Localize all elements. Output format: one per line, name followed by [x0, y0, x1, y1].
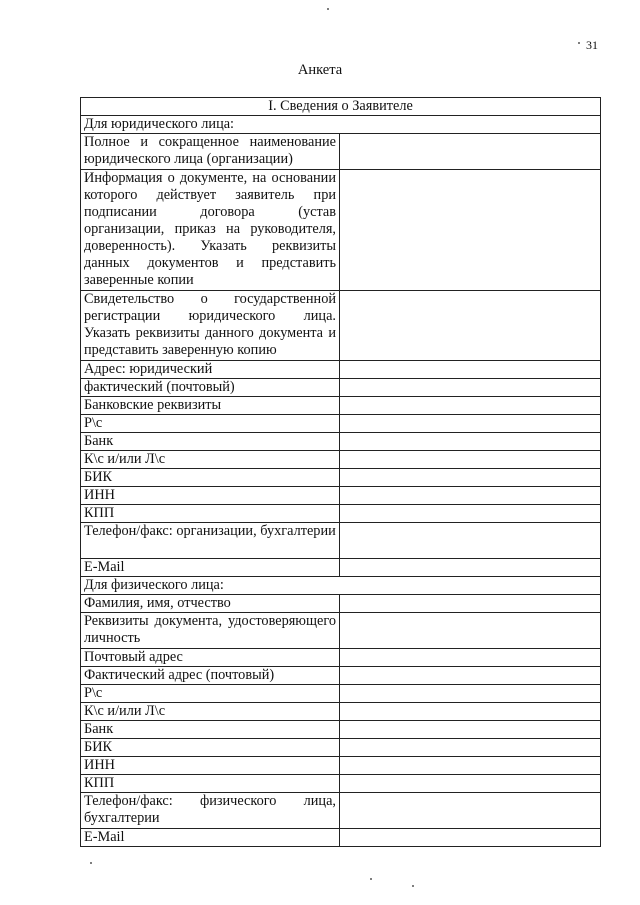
row-value-field[interactable] [340, 291, 601, 361]
table-row [81, 775, 601, 793]
subheader-row [81, 577, 601, 595]
row-value-field[interactable] [340, 134, 601, 170]
row-value-field[interactable] [340, 775, 601, 793]
row-label: Банковские реквизиты [81, 397, 340, 415]
table-row [81, 649, 601, 667]
row-value-field[interactable] [340, 667, 601, 685]
table-row [81, 487, 601, 505]
table-row [81, 433, 601, 451]
row-value-field[interactable] [340, 170, 601, 291]
row-label: E-Mail [81, 829, 340, 847]
table-row [81, 523, 601, 559]
row-label: Адрес: юридический [81, 361, 340, 379]
table-row [81, 451, 601, 469]
row-label: Банк [81, 433, 340, 451]
row-label: Информация о документе, на основании которого действует заявитель при подписании договора (устав организации, приказ на руководителя, доверенность). Указать реквизиты данных документов и представить заверенные копии [81, 170, 340, 291]
row-label: Р\с [81, 415, 340, 433]
table-row [81, 721, 601, 739]
row-label: Банк [81, 721, 340, 739]
table-row [81, 469, 601, 487]
row-label: Р\с [81, 685, 340, 703]
row-label: Фактический адрес (почтовый) [81, 667, 340, 685]
row-value-field[interactable] [340, 415, 601, 433]
page-number: 31 [586, 38, 598, 52]
row-value-field[interactable] [340, 613, 601, 649]
section-header: I. Сведения о Заявителе [81, 98, 601, 116]
table-row [81, 667, 601, 685]
row-label: E-Mail [81, 559, 340, 577]
table-row [81, 170, 601, 291]
legal-entity-subheader: Для юридического лица: [81, 116, 601, 134]
table-row [81, 505, 601, 523]
row-value-field[interactable] [340, 649, 601, 667]
table-row [81, 613, 601, 649]
table-row [81, 793, 601, 829]
row-label: ИНН [81, 487, 340, 505]
row-value-field[interactable] [340, 451, 601, 469]
subheader-row [81, 116, 601, 134]
row-value-field[interactable] [340, 397, 601, 415]
row-label: Телефон/факс: физического лица, бухгалтерии [81, 793, 340, 829]
row-label: Почтовый адрес [81, 649, 340, 667]
table-row [81, 559, 601, 577]
row-label: Реквизиты документа, удостоверяющего личность [81, 613, 340, 649]
row-label: КПП [81, 775, 340, 793]
section-header-row [81, 98, 601, 116]
table-row [81, 685, 601, 703]
table-row [81, 379, 601, 397]
row-label: КПП [81, 505, 340, 523]
table-row [81, 415, 601, 433]
table-row [81, 739, 601, 757]
table-row [81, 397, 601, 415]
row-label: БИК [81, 469, 340, 487]
table-row [81, 595, 601, 613]
row-value-field[interactable] [340, 721, 601, 739]
applicant-form-table [80, 97, 601, 847]
table-row [81, 757, 601, 775]
row-label: Фамилия, имя, отчество [81, 595, 340, 613]
row-value-field[interactable] [340, 379, 601, 397]
table-row [81, 361, 601, 379]
row-value-field[interactable] [340, 739, 601, 757]
row-value-field[interactable] [340, 433, 601, 451]
row-value-field[interactable] [340, 685, 601, 703]
row-value-field[interactable] [340, 757, 601, 775]
row-value-field[interactable] [340, 559, 601, 577]
table-row [81, 134, 601, 170]
page-title: Анкета [297, 62, 343, 78]
row-value-field[interactable] [340, 469, 601, 487]
row-label: К\с и/или Л\с [81, 703, 340, 721]
row-value-field[interactable] [340, 829, 601, 847]
row-value-field[interactable] [340, 595, 601, 613]
individual-subheader: Для физического лица: [81, 577, 601, 595]
table-row [81, 703, 601, 721]
row-label: К\с и/или Л\с [81, 451, 340, 469]
row-value-field[interactable] [340, 505, 601, 523]
row-value-field[interactable] [340, 361, 601, 379]
table-row [81, 829, 601, 847]
row-label: Свидетельство о государственной регистрации юридического лица. Указать реквизиты данного документа и представить заверенную копию [81, 291, 340, 361]
row-label: Полное и сокращенное наименование юридического лица (организации) [81, 134, 340, 170]
row-label: ИНН [81, 757, 340, 775]
row-value-field[interactable] [340, 703, 601, 721]
row-label: Телефон/факс: организации, бухгалтерии [81, 523, 340, 559]
row-label: фактический (почтовый) [81, 379, 340, 397]
table-row [81, 291, 601, 361]
row-value-field[interactable] [340, 793, 601, 829]
row-value-field[interactable] [340, 523, 601, 559]
row-value-field[interactable] [340, 487, 601, 505]
row-label: БИК [81, 739, 340, 757]
